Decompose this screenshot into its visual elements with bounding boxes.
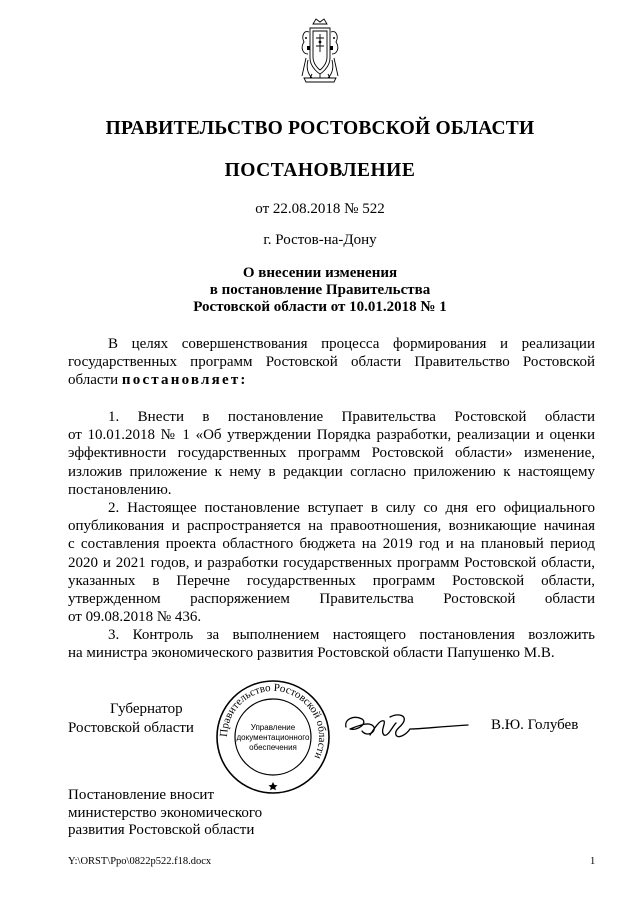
item-line: 2. Настоящее постановление вступает в силу со дня его официального [108,500,595,516]
resolution-item-3 [68,626,595,662]
item-line: изложив приложение к нему в редакции согласно приложению к настоящему [68,463,595,480]
organization-title: ПРАВИТЕЛЬСТВО РОСТОВСКОЙ ОБЛАСТИ [105,118,535,139]
stamp-star-icon [269,782,278,790]
item-line: опубликования и распространяется на правоотношения, возникающие начиная [68,518,595,535]
preamble-line: В целях совершенствования процесса формирования и реализации [108,336,595,352]
subject-line: О внесении изменения [242,265,398,281]
submitted-by [68,787,262,840]
item-line: 2020 и 2021 годов, и разработки государственных программ Ростовской области, [68,554,595,571]
coat-of-arms-icon [296,18,344,86]
subject-line: Ростовской области от 10.01.2018 № 1 [193,299,447,315]
submitted-by-line: Постановление вносит [68,787,215,803]
signatory-position [68,700,194,737]
item-line: на министра экономического развития Ростовской области Папушенко М.В. [68,645,555,662]
signatory-position-line: Губернатор [110,701,183,717]
resolution-item-2 [68,499,595,626]
document-type: ПОСТАНОВЛЕНИЕ [224,160,416,181]
stamp-inner-line: Управление [250,723,296,732]
item-line: от 09.08.2018 № 436. [68,609,202,626]
submitted-by-line: развития Ростовской области [68,822,255,838]
item-line: от 10.01.2018 № 1 «Об утверждении Порядка разработки, реализации и оценки [68,427,595,444]
item-line: указанных в Перечне государственных программ Ростовской области, [68,572,595,589]
preamble-line [68,371,595,389]
item-line: 3. Контроль за выполнением настоящего постановления возложить [108,627,595,643]
item-line: с составления проекта областного бюджета на 2019 год и на плановый период [68,536,595,553]
item-line: 1. Внести в постановление Правительства Ростовской области [108,409,595,425]
signatory-position-line: Ростовской области [68,719,194,736]
subject-line: в постановление Правительства [209,282,431,298]
signatory-name: В.Ю. Голубев [491,717,579,733]
stamp-inner-line: документационного [236,733,310,742]
resolution-item-1 [68,408,595,499]
handwritten-signature [340,705,470,749]
item-line: постановлению. [68,481,172,498]
item-line: эффективности государственных программ Ростовской области» изменение, [68,445,595,462]
preamble-line: государственных программ Ростовской области Правительство Ростовской [68,354,595,371]
submitted-by-line: министерство экономического [68,804,263,821]
stamp-ring-text: Правительство Ростовской области [217,681,329,761]
page-number: 1 [590,856,596,867]
document-subject [0,265,640,316]
resolution-keyword: постановляет: [121,372,248,389]
stamp-inner-line: обеспечения [249,743,297,752]
document-city: г. Ростов-на-Дону [263,232,377,248]
footer-file-path: Y:\ORST\Ppo\0822p522.f18.docx [68,856,212,867]
document-date-number: от 22.08.2018 № 522 [255,201,385,217]
item-line: утвержденном распоряжением Правительства Ростовской области [68,591,595,608]
official-stamp [214,678,332,796]
preamble-prefix: области [68,372,122,389]
preamble-paragraph [68,335,595,390]
